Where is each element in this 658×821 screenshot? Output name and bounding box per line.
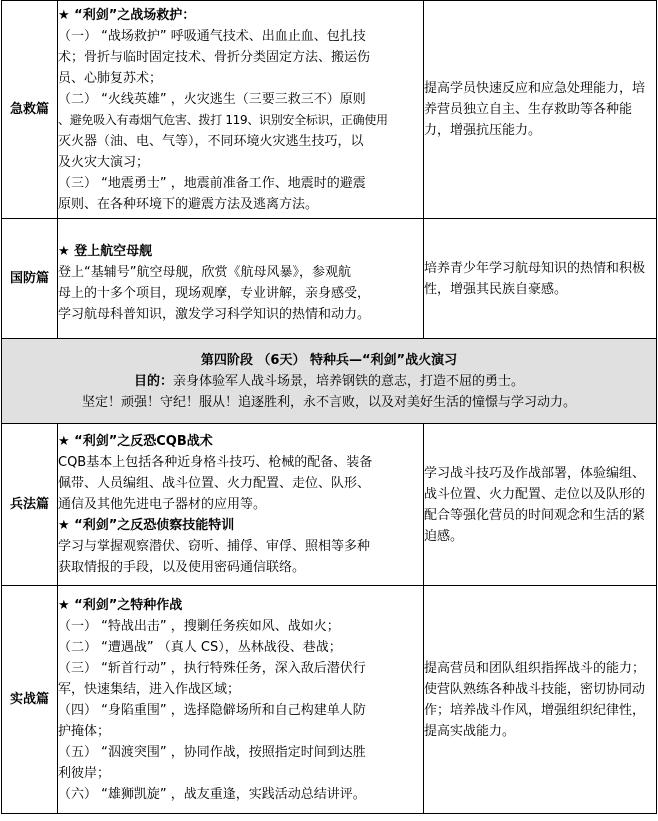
row-label: 急救篇 [2, 1, 58, 219]
content-line: 母上的十多个项目，现场观摩，专业讲解，亲身感受， [58, 285, 371, 301]
content-line: （二） “火线英雄” ，火灾逃生（三要三救三不）原则 [58, 92, 366, 107]
row-goal: 培养青少年学习航母知识的热情和积极性，增强其民族自豪感。 [424, 219, 657, 339]
purpose-label: 目的： [133, 373, 173, 389]
content-line: 通信及其他先进电子器材的应用等。 [58, 497, 267, 512]
section-title: ★ 登上航空母舰 [58, 243, 153, 259]
content-line: 获取情报的手段，以及使用密码通信联络。 [58, 560, 306, 575]
content-line: （六） “雄狮凯旋” ，战友重逢，实践活动总结讲评。 [58, 786, 366, 802]
row-combat [2, 586, 657, 814]
content-line: （四） “身陷重围” ，选择隐僻场所和自己构建单人防 [58, 702, 366, 718]
content-line: （一） “特战出击” ，搜剿任务疾如风、战如火； [58, 618, 340, 634]
content-line: 佩带、人员编组、战斗位置、火力配置、走位、队形、 [58, 476, 371, 491]
row-label: 国防篇 [2, 219, 58, 339]
content-line: 灭火器（油、电、气等），不同环境火灾逃生技巧，以 [58, 134, 364, 149]
content-line: 员、心肺复苏术； [58, 71, 163, 86]
row-goal: 提高学员快速反应和应急处理能力，培养营员独立自主、生存救助等各种能力，增强抗压能力。 [424, 1, 657, 219]
stage-header [2, 339, 657, 424]
content-line: 军，快速集结，进入作战区域； [58, 681, 241, 697]
stage-motto: 坚定！顽强！守纪！服从！追逐胜利，永不言败，以及对美好生活的憧憬与学习动力。 [81, 394, 576, 410]
row-content [58, 586, 424, 814]
content-line: 学习与掌握观察潜伏、窃听、捕俘、审俘、照相等多种 [58, 539, 371, 554]
content-line: 、避免吸入有毒烟气危害、拨打 119、识别安全标识，正确使用 [58, 113, 388, 127]
row-content [58, 219, 424, 339]
row-first-aid [2, 1, 657, 219]
section-title: ★ “利剑”之反恐CQB战术 [58, 434, 213, 449]
row-goal: 学习战斗技巧及作战部署，体验编组、战斗位置、火力配置、走位以及队形的配合等强化营员的时间观念和生活的紧迫感。 [424, 424, 657, 586]
section-title: ★ “利剑”之特种作战 [58, 597, 183, 613]
row-tactics [2, 424, 657, 586]
content-line: 及火灾大演习； [58, 155, 150, 170]
content-line: （三） “斩首行动” ，执行特殊任务，深入敌后潜伏行 [58, 660, 366, 676]
content-line: 术；骨折与临时固定技术、骨折分类固定方法、搬运伤 [58, 50, 371, 65]
row-national-defense [2, 219, 657, 339]
section-title: ★ “利剑”之反恐侦察技能特训 [58, 518, 235, 533]
content-line: （三） “地震勇士” ，地震前准备工作、地震时的避震 [58, 176, 366, 191]
curriculum-table [1, 0, 657, 814]
content-line: （一） “战场救护” 呼吸通气技术、出血止血、包扎技 [58, 29, 366, 44]
content-line: 利彼岸； [58, 765, 111, 781]
content-line: （二） “遭遇战” （真人 CS），丛林战役、巷战； [58, 639, 342, 655]
content-line: CQB基本上包括各种近身格斗技巧、枪械的配备、装备 [58, 455, 373, 470]
row-content [58, 424, 424, 586]
content-line: （五） “泅渡突围” ，协同作战，按照指定时间到达胜 [58, 744, 366, 760]
content-line: 登上“基辅号”航空母舰，欣赏《航母风暴》，参观航 [58, 264, 351, 280]
row-content [58, 1, 424, 219]
row-goal: 提高营员和团队组织指挥战斗的能力；使营队熟练各种战斗技能，密切协同动作；培养战斗作风，增强组织纪律性，提高实战能力。 [424, 586, 657, 814]
content-line: 学习航母科普知识，激发学习科学知识的热情和动力。 [58, 306, 371, 322]
row-label: 兵法篇 [2, 424, 58, 586]
stage-purpose [8, 371, 650, 392]
row-label: 实战篇 [2, 586, 58, 814]
content-line: 护掩体； [58, 723, 111, 739]
stage-header-row [2, 339, 657, 424]
purpose-text: 亲身体验军人战斗场景，培养钢铁的意志，打造不屈的勇士。 [173, 373, 525, 389]
stage-title: 第四阶段 （6天） 特种兵—“利剑”战火演习 [200, 352, 458, 368]
section-title: ★ “利剑”之战场救护： [58, 8, 196, 23]
content-line: 原则、在各种环境下的避震方法及逃离方法。 [58, 197, 319, 212]
